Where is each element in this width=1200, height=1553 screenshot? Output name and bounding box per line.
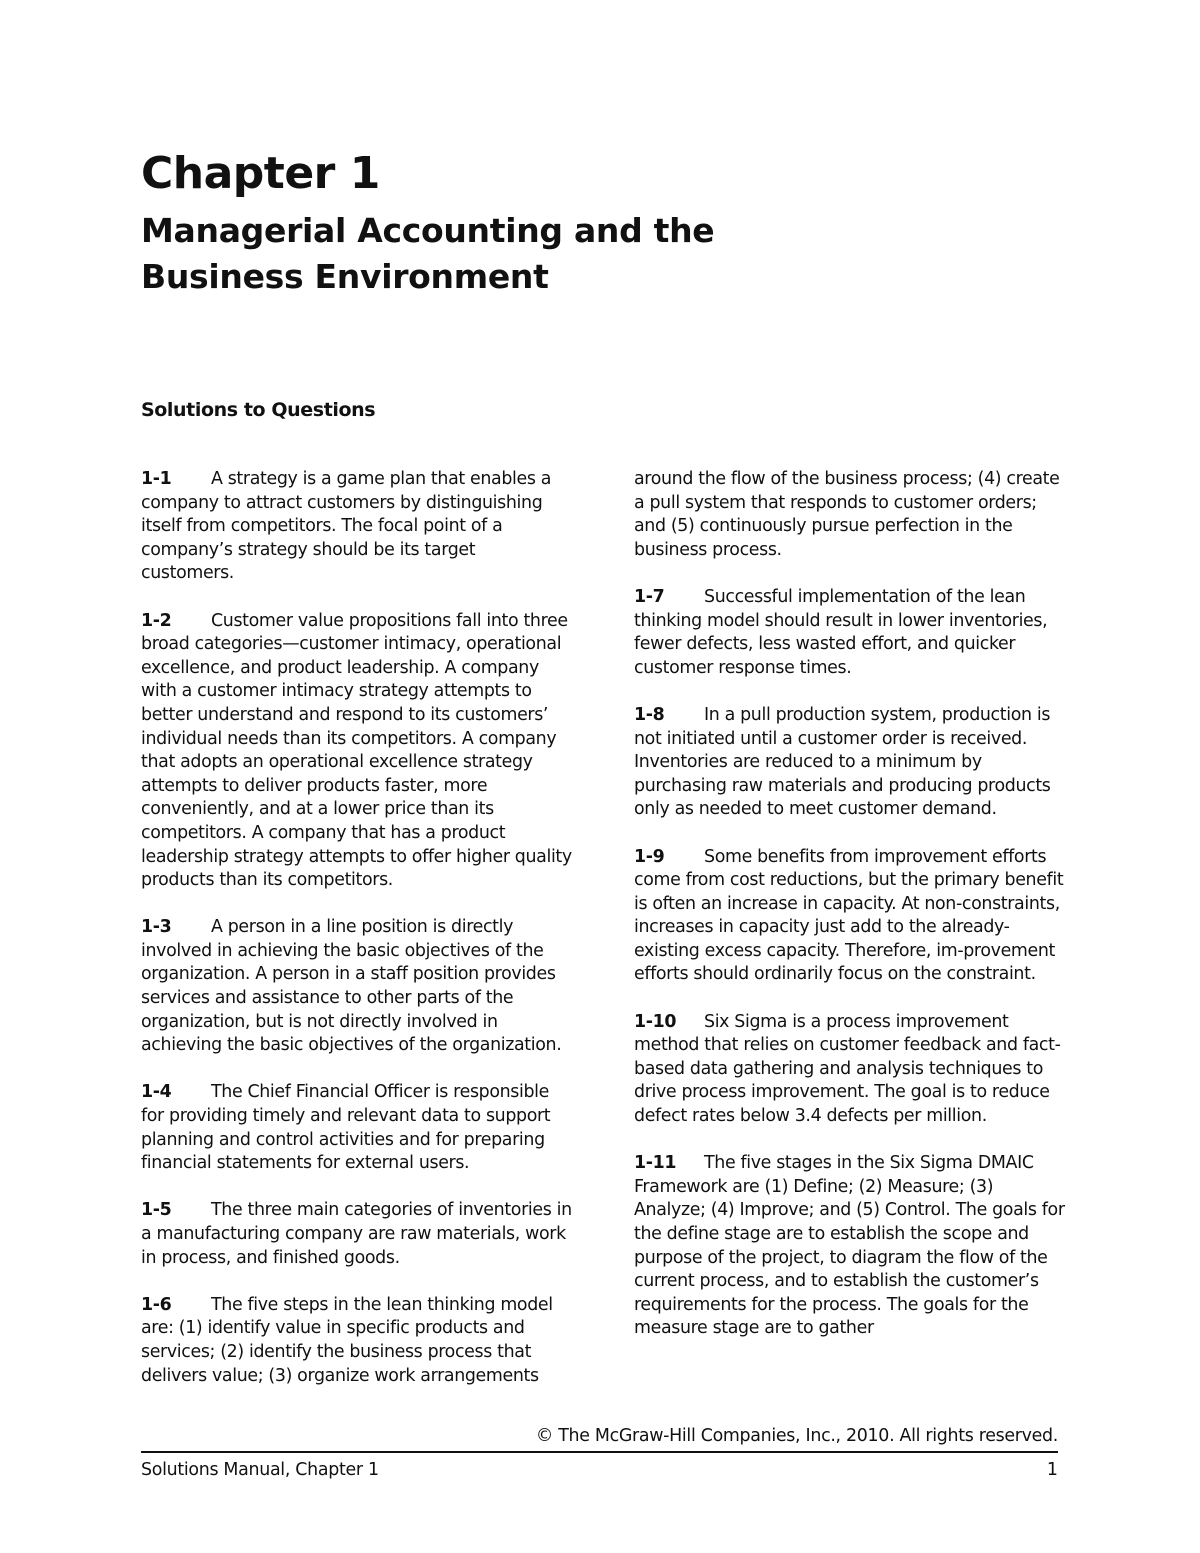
- answer-number: 1-8: [634, 704, 665, 725]
- answer-1-10: [634, 1011, 1068, 1129]
- footer-divider: [141, 1451, 1058, 1453]
- chapter-number: Chapter 1: [141, 148, 380, 199]
- answer-1-6: [141, 1294, 573, 1388]
- answer-text: Some benefits from improvement efforts come from cost reductions, but the primary benefit is often an increase in capacity. At non-constraints, increases in capacity just add to the already-existing excess capacity. Therefore, im-provement efforts should ordinarily focus on the constraint.: [634, 846, 1064, 985]
- page-number: 1: [1046, 1460, 1058, 1480]
- answer-number: 1-1: [141, 469, 172, 489]
- answer-text: A person in a line position is directly involved in achieving the basic objectives of the organization. A person in a staff position provides services and assistance to other parts of the organization, but is not directly involved in achieving the basic objectives of the organization.: [141, 917, 562, 1056]
- answer-number: 1-2: [141, 610, 172, 631]
- section-title: Solutions to Questions: [141, 399, 376, 421]
- answer-number: 1-6: [141, 1294, 172, 1315]
- answer-text: The three main categories of inventories in a manufacturing company are raw materials, work in process, and finished goods.: [141, 1200, 572, 1268]
- chapter-title: [141, 208, 841, 300]
- footer-manual-label: Solutions Manual, Chapter 1: [141, 1460, 379, 1480]
- answer-1-6-continued: [634, 468, 1068, 562]
- answer-text: The five stages in the Six Sigma DMAIC Framework are (1) Define; (2) Measure; (3) Analyze; (4) Improve; and (5) Control. The goals for the define stage are to establish the scope and purpose of the project, to diagram the flow of the current process, and to establish the customer’s requirements for the process. The goals for the measure stage are to gather: [634, 1153, 1065, 1339]
- answer-1-1: [141, 468, 573, 586]
- answer-text: The five steps in the lean thinking model are: (1) identify value in specific products and services; (2) identify the business process that delivers value; (3) organize work arrangements: [141, 1294, 553, 1386]
- answer-1-3: [141, 916, 573, 1058]
- answer-1-9: [634, 846, 1068, 988]
- answer-text: A strategy is a game plan that enables a company to attract customers by distinguishing itself from competitors. The focal point of a company’s strategy should be its target customers.: [141, 469, 552, 584]
- answer-1-4: [141, 1081, 573, 1175]
- answer-1-11: [634, 1152, 1068, 1341]
- answer-text: Successful implementation of the lean thinking model should result in lower inventories, fewer defects, less wasted effort, and quicker customer response times.: [634, 586, 1048, 678]
- answer-text: In a pull production system, production is not initiated until a customer order is received. Inventories are reduced to a minimum by purchasing raw materials and producing products only as needed to meet customer demand.: [634, 704, 1051, 820]
- answer-text: The Chief Financial Officer is responsible for providing timely and relevant data to support planning and control activities and for preparing financial statements for external users.: [141, 1082, 551, 1174]
- answer-1-5: [141, 1199, 573, 1270]
- answer-1-8: [634, 704, 1068, 822]
- answer-text: Customer value propositions fall into three broad categories—customer intimacy, operational excellence, and product leadership. A company with a customer intimacy strategy attempts to better understand and respond to its customers’ individual needs than its competitors. A company that adopts an operational excellence strategy attempts to deliver products faster, more conveniently, and at a lower price than its competitors. A company that has a product leadership strategy attempts to offer higher quality products than its competitors.: [141, 610, 572, 891]
- answer-number: 1-11: [634, 1153, 677, 1174]
- answer-1-2: [141, 610, 573, 893]
- chapter-title-line-2: Business Environment: [141, 257, 549, 296]
- answer-text: Six Sigma is a process improvement method that relies on customer feedback and fact-based data gathering and analysis techniques to drive process improvement. The goal is to reduce defect rates below 3.4 defects per million.: [634, 1011, 1061, 1127]
- left-column: [141, 468, 573, 1412]
- answer-number: 1-10: [634, 1011, 677, 1032]
- answer-1-7: [634, 586, 1068, 680]
- answer-number: 1-7: [634, 586, 665, 607]
- answer-number: 1-4: [141, 1082, 172, 1103]
- answer-number: 1-3: [141, 917, 172, 938]
- chapter-title-line-1: Managerial Accounting and the: [141, 211, 715, 250]
- right-column: [634, 468, 1068, 1365]
- answer-text: around the flow of the business process; (4) create a pull system that responds to customer orders; and (5) continuously pursue perfection in the business process.: [634, 469, 1060, 560]
- answer-number: 1-9: [634, 846, 665, 867]
- copyright-notice: © The McGraw-Hill Companies, Inc., 2010. All rights reserved.: [535, 1426, 1058, 1446]
- answer-number: 1-5: [141, 1200, 172, 1221]
- chapter-heading: [141, 144, 841, 300]
